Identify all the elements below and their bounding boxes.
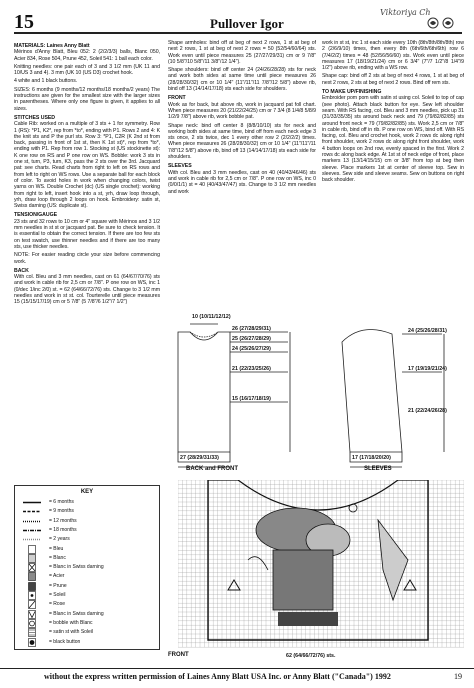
needles-text: Knitting needles: one pair each of 3 and 3 1/2 mm (UK 11 and 10/US 3 and 4). 3 mm (UK 10 (US D3) crochet hook. bbox=[14, 63, 160, 77]
back-front-schematic bbox=[168, 312, 318, 472]
key-row bbox=[23, 507, 153, 516]
key-label: = 6 months bbox=[49, 499, 74, 505]
key-row bbox=[23, 600, 153, 609]
buttons-text: 4 white and 1 black buttons. bbox=[14, 78, 78, 85]
front-text: Work as for back, but above rib, work in jacquard pat foll chart. When piece measures 20 (21/22/24/25) cm or 7 3/4 (8 1/4/8 5/8/9 1/2/9 7/8") above rib, work bobble pat. bbox=[168, 101, 316, 121]
sleeve-label-2: 17 (19/19/21/24) bbox=[408, 366, 447, 372]
instructions-column-1 bbox=[14, 40, 160, 482]
key-row bbox=[23, 610, 153, 619]
shoulders-text: Shape shoulders: bind off center 24 (24/26/28/28) sts for neck and work both sides at same time until piece measures 26 (28/28/30/32) cm or 10 1/4" (11"/11"/11 7/8"/12 5/8") above rib, bind off 13 (14/14/17/18) sts each side for shoulders. bbox=[168, 67, 316, 93]
key-row bbox=[23, 628, 153, 637]
key-label: = 9 months bbox=[49, 508, 74, 515]
key-row bbox=[23, 498, 153, 507]
sleeves-schematic-drawing bbox=[322, 312, 464, 472]
measure-label-1: 26 (27/28/29/31) bbox=[232, 326, 271, 332]
sleeve-width-label: 17 (17/18/20/20) bbox=[352, 455, 391, 461]
signature: Viktoriya Ch bbox=[380, 8, 431, 17]
back-front-caption: BACK and FRONT bbox=[186, 466, 238, 472]
sleeves-cont-text: work in st st, inc 1 st each side every 10th (8th/8th/8th/8th) row 2 (2/6/9/10) times, then every 8th (6th/6th/6th/6th) row 6 (7/4/2/2) times = 48 (52/56/56/60) sts. Work even until piece measures 17 (18/19/21/24) cm or 6 3/4" (7"/7 1/2"/8 1/4"/9 1/2") above rib, ending with a WS row. bbox=[322, 40, 464, 72]
sleeves-schematic bbox=[322, 312, 464, 472]
measure-label-2: 25 (26/27/28/29) bbox=[232, 336, 271, 342]
key-row bbox=[23, 619, 153, 628]
key-row bbox=[23, 563, 153, 572]
finishing-text: Embroider pom pom with satin st using col. Soleil to top of cap (see photo). Attach black button for eye. Sew left shoulder seam. With RS facing, col. Bleu and 3 mm needles, pick up 31 (31/33/35/35) sts around back neck and 79 (79/82/82/85) sts around front neck = 79 (79/82/82/85) sts. Work 2,5 cm or 7/8" in cable rib, bind off in rib. P one row on WS, bind off. With RS facing, col. Bleu and crochet hook, work 2 rows dc along right front shoulder, work 2 rows dc along right front shoulder, work 4 button loops on 2nd row, evenly spaced in the first. Work 2 rows dc along back edge. At 1st st of neck edge of front, place markers 13 (13/14/15/15) cm or 3/8" from top at beg then sleeve. Place markers 1st at center of sleeve top. Sew in sleeves. Sew side and sleeve seams. Sew on buttons on right back shoulder. bbox=[322, 95, 464, 184]
finishing-heading: TO MAKE UP/FINISHING bbox=[322, 89, 382, 96]
neck-text: Shape neck: bind off center 8 (8/8/10/10) sts for neck and working both sides at same time, bind off from each neck edge 3 sts once, 2 sts twice, dec 1 every other row 2 (2/2/2/2) times. When piece measures 26 (28/28/30/32) cm or 10 1/4" (11"/11"/11 7/8"/12 5/8") above rib, bind off 13 (14/14/17/18) sts each side for shoulders. bbox=[168, 122, 316, 161]
tension-heading: TENSION/GAUGE bbox=[14, 212, 58, 219]
key-row bbox=[23, 545, 153, 554]
measure-label-5: 15 (16/17/18/19) bbox=[232, 396, 271, 402]
instructions-column-2 bbox=[168, 40, 316, 272]
chart-key bbox=[14, 485, 160, 650]
page-number: 15 bbox=[14, 11, 34, 33]
key-label: = Blanc bbox=[49, 554, 66, 561]
key-label: = Rose bbox=[49, 601, 65, 608]
cap-text: Shape cap: bind off 2 sts at beg of next 4 rows, 1 st at beg of next 2 rows, 2 sts at beg of next 2 rows. Bind off rem sts. bbox=[322, 73, 464, 86]
copyright-text: without the express written permission of Laines Anny Blatt USA Inc. or Anny Blatt ("Canada") 1992 bbox=[44, 672, 391, 681]
stitches-heading: STITCHES USED bbox=[14, 114, 55, 121]
materials-text: Mérinos d'Anny Blatt, Bleu 052: 2 (2/2/3/3) balls, Blanc 050, Acier 834, Rose 504, Prune 452, Soleil 541: 1 ball each color. bbox=[14, 49, 160, 62]
materials-heading: MATERIALS: Laines Anny Blatt bbox=[14, 43, 90, 49]
back-heading: BACK bbox=[14, 267, 29, 274]
sleeves-heading: SLEEVES bbox=[168, 163, 192, 170]
key-row bbox=[23, 572, 153, 581]
jacquard-chart bbox=[178, 480, 464, 650]
sleeve-label-1: 24 (25/26/28/31) bbox=[408, 328, 447, 334]
sleeves-caption: SLEEVES bbox=[364, 466, 392, 472]
key-label: = black button bbox=[49, 638, 81, 645]
stitches-text: Cable Rib: worked on a multiple of 3 sts + 1 for symmetry. Row 1 (RS): *P1, K2*, rep from *to*, ending with P1. Rows 2 and 4: K the knit sts and P the purl sts. Row 3: *P1, C2R (K 2nd st from back, passing in front of 1st st, then K 1st st)*, rep from *to*, ending with P1. Rep from row 1. Stocking st (US stockinette st): K one row on RS and P one row on WS. Bobble: work 3 sts in one st, turn, P3, turn, K3, pass the 2 sts over the 3rd. Jacquard pat: see charts. Read charts from right to left on RS rows and from left to right on WS rows. Use a separate ball for each block of color. To avoid holes in work when changing colors, twist yarns on WS. Double Crochet (dc) (US single crochet): working from right to left, insert hook into a st, yrh, draw loop through, yrh, draw loop through 2 loops on hook. Embroidery: satin st, Swiss darning (US: duplicate st). bbox=[14, 121, 160, 210]
key-label: = Prune bbox=[49, 582, 67, 589]
key-label: = 2 years bbox=[49, 536, 70, 543]
key-title: KEY bbox=[80, 489, 94, 495]
ornament-logo-icon bbox=[426, 16, 456, 30]
measure-label-3: 24 (25/26/27/29) bbox=[232, 346, 271, 352]
jacquard-grid bbox=[178, 480, 464, 650]
armholes-text: Shape armholes: bind off at beg of next 2 rows, 1 st at beg of next 2 rows, 1 st at beg of next 2 rows = 50 (52/54/60/64) sts. Work even until piece measures 25 (27/27/29/31) cm or 9 7/8" (10 5/8"/10 5/8"/11 3/8"/12 1/4"). bbox=[168, 40, 316, 65]
front-stitch-count: 62 (64/66/72/76) sts. bbox=[286, 653, 336, 659]
front-chart-label: FRONT bbox=[168, 652, 189, 658]
front-heading: FRONT bbox=[168, 95, 186, 102]
pattern-title: Pullover Igor bbox=[210, 16, 284, 31]
key-label: = 12 months bbox=[49, 517, 77, 524]
key-label: = Blanc in Swiss darning bbox=[49, 610, 104, 617]
neck-width-label: 10 (10/11/12/12) bbox=[192, 314, 231, 320]
page-footer bbox=[0, 668, 474, 684]
key-row bbox=[23, 554, 153, 563]
sleeve-label-3: 21 (22/24/26/28) bbox=[408, 408, 447, 414]
key-row bbox=[23, 638, 153, 647]
width-label: 27 (28/29/31/33) bbox=[180, 455, 219, 461]
key-row bbox=[23, 591, 153, 600]
key-label: = Soleil bbox=[49, 592, 66, 598]
measure-label-4: 21 (22/23/25/26) bbox=[232, 366, 271, 372]
key-label: = Bleu bbox=[49, 545, 64, 552]
page-header bbox=[14, 8, 462, 34]
key-label: = Acier bbox=[49, 573, 65, 580]
key-label: = 18 months bbox=[49, 526, 77, 533]
key-row bbox=[23, 526, 153, 535]
key-label: = bobble with Blanc bbox=[49, 619, 93, 626]
footer-page-number: 19 bbox=[454, 672, 462, 681]
key-row bbox=[23, 517, 153, 526]
sleeves-text: With col. Bleu and 3 mm needles, cast on 40 (40/43/46/46) sts and work in cable rib for 2,5 cm or 7/8". P one row on WS, inc 0 (0/0/1/1) st = 40 (40/43/47/47) sts. Change to 3 1/2 mm needles and work bbox=[168, 169, 316, 195]
key-row bbox=[23, 582, 153, 591]
key-row bbox=[23, 535, 153, 544]
key-label: = satin st with Soleil bbox=[49, 629, 94, 636]
note-text: NOTE: For easier reading circle your size before commencing work. bbox=[14, 252, 160, 265]
back-text: With col. Bleu and 3 mm needles, cast on 61 (64/67/70/76) sts and work in cable rib for 2,5 cm or 7/8". P one row on WS, inc 1 (0/dec 1/inc 2/0) st. = 62 (64/66/72/76) sts. Change to 3 1/2 mm needles and work in st st. col. Tourterelle until piece measures 15 (15/15/17/19) cm or 5 7/8" (5 7/8"/6 1/2"/7 1/2") bbox=[14, 274, 160, 306]
key-label: = Blanc in Swiss darning bbox=[49, 564, 104, 571]
instructions-column-3 bbox=[322, 40, 464, 352]
tension-text: 23 sts and 32 rows to 10 cm or 4" square with Mérinos and 3 1/2 mm needles in st st or jacquard pat. Be sure to check tension. It is essential to obtain the correct tension. If there are too few sts on test swatch, use thinner needles and if there are too many sts, use thicker needles. bbox=[14, 218, 160, 250]
sizes-text: SIZES: 6 months (9 months/12 months/18 months/2 years) The instructions are given for the smallest size with the larger sizes in parentheses. Where only one figure is given, it applies to all sizes. bbox=[14, 86, 160, 112]
